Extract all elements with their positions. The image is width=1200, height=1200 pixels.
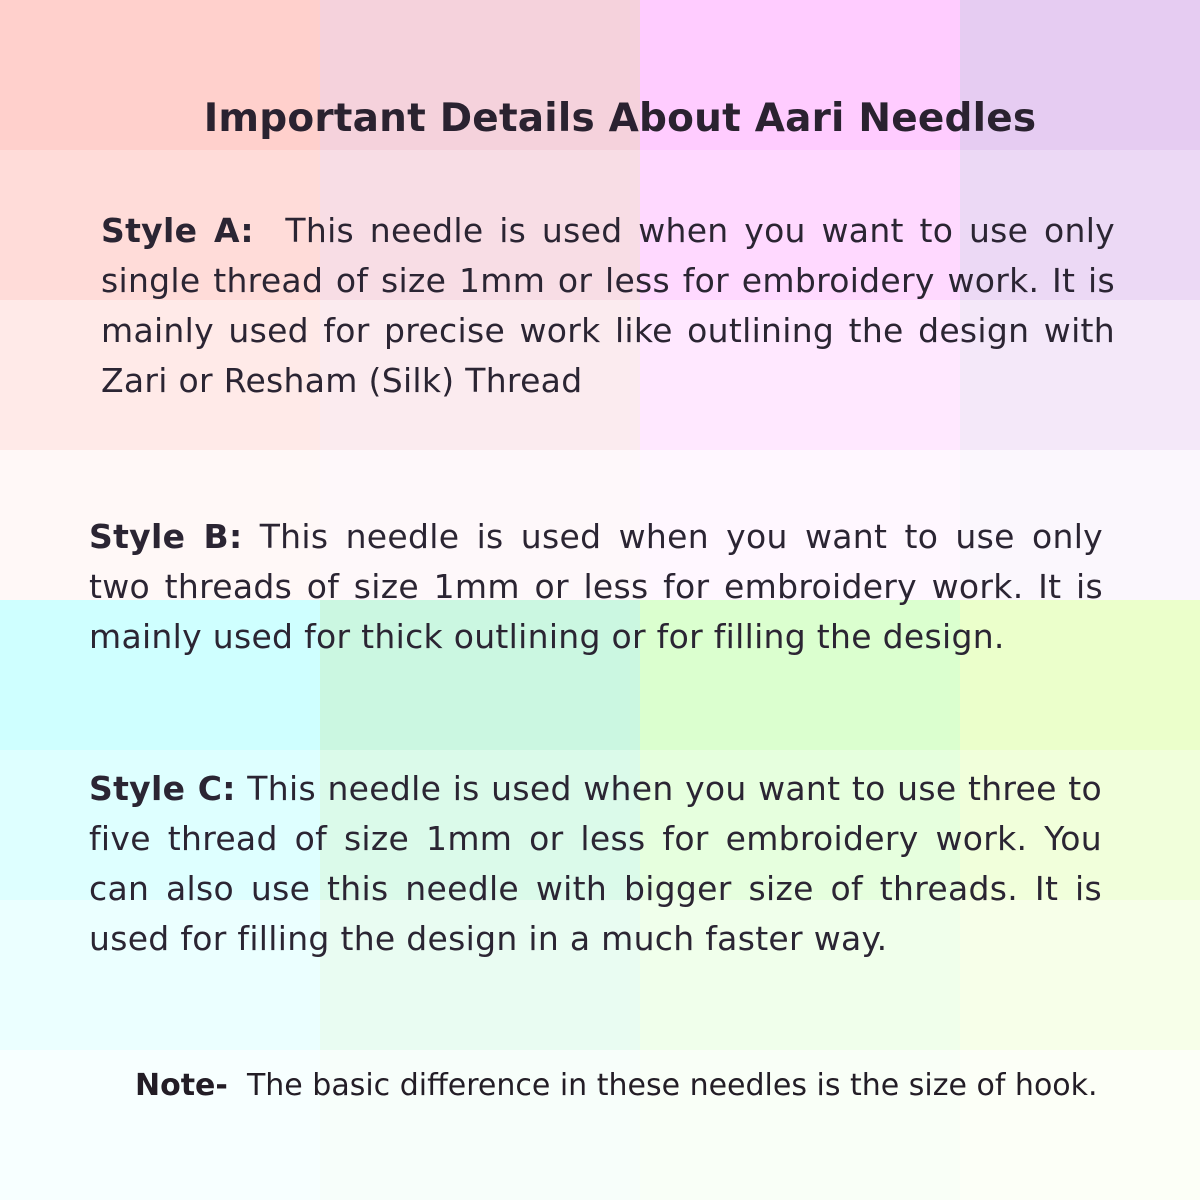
style-a-description bbox=[101, 206, 1115, 406]
style-b-label: Style B: bbox=[89, 517, 243, 556]
note-text: The basic difference in these needles is the size of hook. bbox=[246, 1068, 1098, 1103]
style-a-label: Style A: bbox=[101, 211, 254, 250]
style-c-description bbox=[89, 764, 1102, 964]
page-title: Important Details About Aari Needles bbox=[203, 96, 1037, 141]
note bbox=[135, 1064, 1098, 1108]
style-c-label: Style C: bbox=[89, 769, 236, 808]
style-b-text: This needle is used when you want to use only two threads of size 1mm or less for embroidery work. It is mainly used for thick outlining or for filling the design. bbox=[89, 517, 1103, 656]
note-label: Note- bbox=[135, 1068, 228, 1103]
style-a-text: This needle is used when you want to use only single thread of size 1mm or less for embroidery work. It is mainly used for precise work like outlining the design with Zari or Resham (Silk) Thread bbox=[101, 211, 1115, 400]
style-c-text: This needle is used when you want to use three to five thread of size 1mm or less for embroidery work. You can also use this needle with bigger size of threads. It is used for filling the design in a much faster way. bbox=[89, 769, 1102, 958]
style-b-description bbox=[89, 512, 1103, 662]
